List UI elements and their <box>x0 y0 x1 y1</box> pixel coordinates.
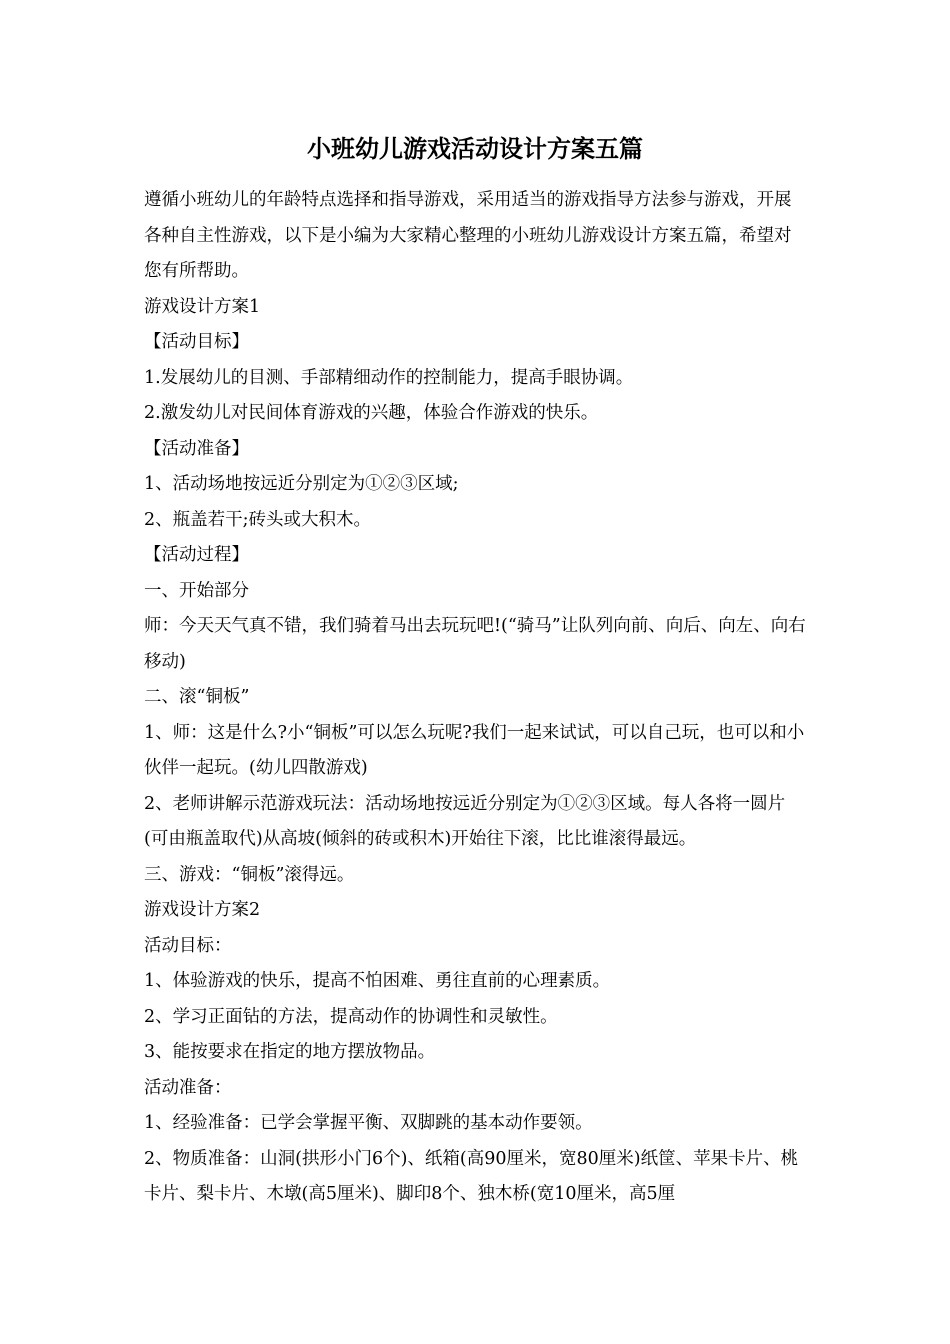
paragraph: 三、游戏：“铜板”滚得远。 <box>144 864 355 885</box>
paragraph: 一、开始部分 <box>144 580 249 601</box>
paragraph: 2、老师讲解示范游戏玩法：活动场地按远近分别定为①②③区域。每人各将一圆片(可由瓶盖取代)从高坡(倾斜的砖或积木)开始往下滚，比比谁滚得最远。 <box>144 793 786 849</box>
paragraph: 3、能按要求在指定的地方摆放物品。 <box>144 1042 436 1062</box>
intro-paragraph: 遵循小班幼儿的年龄特点选择和指导游戏，采用适当的游戏指导方法参与游戏，开展各种自主性游戏，以下是小编为大家精心整理的小班幼儿游戏设计方案五篇，希望对您有所帮助。 <box>144 190 792 281</box>
paragraph: 1.发展幼儿的目测、手部精细动作的控制能力，提高手眼协调。 <box>144 367 634 388</box>
document-body <box>144 183 808 1213</box>
section-heading: 游戏设计方案1 <box>144 296 261 317</box>
paragraph: 1、师：这是什么?小“铜板”可以怎么玩呢?我们一起来试试，可以自己玩，也可以和小伙伴一起玩。(幼儿四散游戏) <box>144 722 805 778</box>
section-heading: 游戏设计方案2 <box>144 900 261 920</box>
paragraph: 2.激发幼儿对民间体育游戏的兴趣，体验合作游戏的快乐。 <box>144 403 599 423</box>
paragraph: 二、滚“铜板” <box>144 687 250 707</box>
subsection-heading: 【活动过程】 <box>144 545 249 565</box>
paragraph: 1、经验准备：已学会掌握平衡、双脚跳的基本动作要领。 <box>144 1113 593 1133</box>
subsection-heading: 【活动准备】 <box>144 438 249 459</box>
paragraph: 师：今天天气真不错，我们骑着马出去玩玩吧!(“骑马”让队列向前、向后、向左、向右移动) <box>144 616 806 672</box>
document-title: 小班幼儿游戏活动设计方案五篇 <box>307 134 643 163</box>
subsection-heading: 【活动目标】 <box>144 332 249 352</box>
subsection-heading: 活动目标： <box>144 935 232 956</box>
paragraph: 2、瓶盖若干;砖头或大积木。 <box>144 509 372 530</box>
subsection-heading: 活动准备： <box>144 1077 232 1098</box>
paragraph: 1、体验游戏的快乐，提高不怕困难、勇往直前的心理素质。 <box>144 971 611 991</box>
paragraph: 2、学习正面钻的方法，提高动作的协调性和灵敏性。 <box>144 1006 558 1027</box>
paragraph: 2、物质准备：山洞(拱形小门6个)、纸箱(高90厘米，宽80厘米)纸筐、苹果卡片、桃卡片、梨卡片、木墩(高5厘米)、脚印8个、独木桥(宽10厘米，高5厘 <box>144 1148 799 1204</box>
paragraph: 1、活动场地按远近分别定为①②③区域; <box>144 474 459 494</box>
